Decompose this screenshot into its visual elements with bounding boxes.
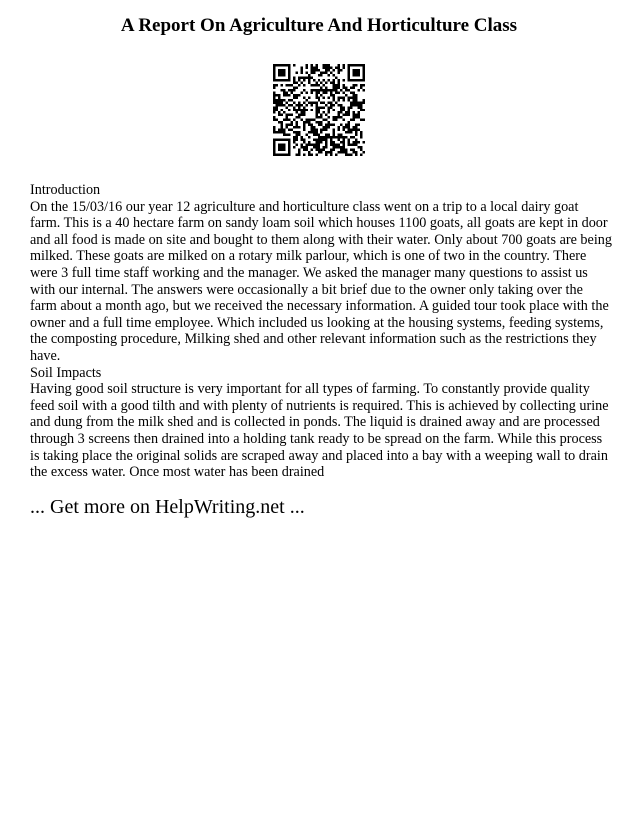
document-body xyxy=(30,182,612,481)
document-title: A Report On Agriculture And Horticulture Class xyxy=(120,15,518,36)
section-text-soil-impacts: Having good soil structure is very important for all types of farming. To constantly provide quality feed soil with a good tilth and with plenty of nutrients is required. This is achieved by collecting urine and dung from the milk shed and is collected in ponds. The liquid is drained away and are processed through 3 screens then drained into a holding tank ready to be spread on the farm. While this process is taking place the original solids are scraped away and placed into a bay with a weeping wall to drain the excess water. Once most water has been drained xyxy=(30,381,609,481)
section-heading-introduction: Introduction xyxy=(30,182,101,198)
section-text-introduction: On the 15/03/16 our year 12 agriculture and horticulture class went on a trip to a local dairy goat farm. This is a 40 hectare farm on sandy loam soil which houses 1100 goats, all goats are kept in door and all food is made on site and bought to them along with their water. Only about 700 goats are being milked. These goats are milked on a rotary milk parlour, which is one of two in the country. There were 3 full time staff working and the manager. We asked the manager many questions to assist us with our internal. The answers were occasionally a bit brief due to the owner only taking over the farm about a month ago, but we received the necessary information. A guided tour took place with the owner and a full time employee. Which included us looking at the housing systems, feeding systems, the composting procedure, Milking shed and other relevant information such as the restrictions they have. xyxy=(30,198,612,364)
get-more-link[interactable]: ... Get more on HelpWriting.net ... xyxy=(30,496,305,518)
section-heading-soil-impacts: Soil Impacts xyxy=(30,364,102,381)
qr-code-icon xyxy=(273,64,365,156)
